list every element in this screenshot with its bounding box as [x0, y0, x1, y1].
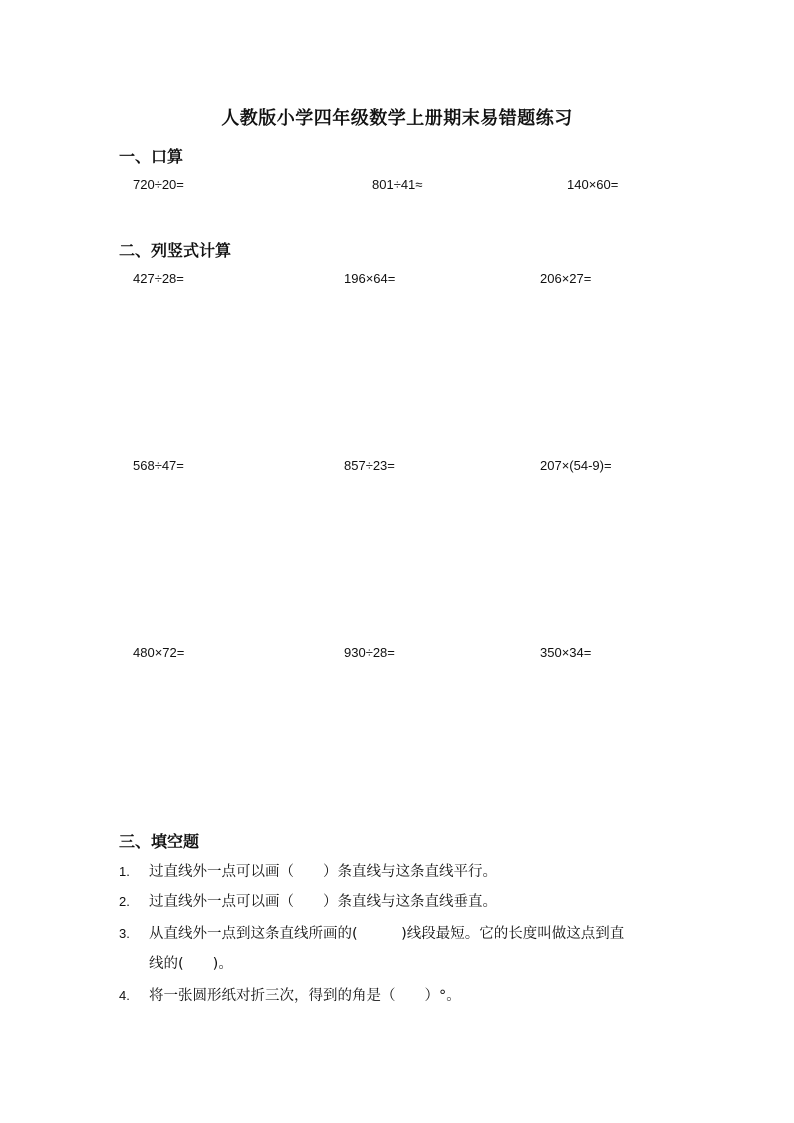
vertical-problem: 930÷28= [344, 645, 395, 660]
fill-item [119, 887, 699, 917]
fill-item [119, 919, 699, 979]
fill-item [119, 857, 699, 887]
vertical-problem: 350×34= [540, 645, 592, 660]
fill-item-number: 2. [119, 894, 130, 909]
vertical-problem: 568÷47= [133, 458, 184, 473]
oral-problem: 720÷20= [133, 177, 184, 192]
vertical-problem: 207×(54-9)= [540, 458, 612, 473]
fill-item [119, 981, 699, 1011]
fill-item-text: 从直线外一点到这条直线所画的( )线段最短。它的长度叫做这点到直 [149, 926, 625, 942]
vertical-problem: 206×27= [540, 271, 592, 286]
fill-item-number: 3. [119, 926, 130, 941]
section-heading-oral: 一、口算 [119, 147, 184, 166]
fill-item-text: 将一张圆形纸对折三次，得到的角是（ ）°。 [149, 988, 461, 1004]
oral-problem: 801÷41≈ [372, 177, 423, 192]
vertical-problem: 857÷23= [344, 458, 395, 473]
fill-item-text: 过直线外一点可以画（ ）条直线与这条直线垂直。 [149, 894, 497, 910]
page-title: 人教版小学四年级数学上册期末易错题练习 [221, 108, 573, 129]
section-heading-fill: 三、填空题 [119, 832, 200, 851]
oral-problem: 140×60= [567, 177, 619, 192]
fill-item-number: 1. [119, 864, 130, 879]
section-heading-vertical: 二、列竖式计算 [119, 241, 232, 260]
fill-item-number: 4. [119, 988, 130, 1003]
fill-item-text: 过直线外一点可以画（ ）条直线与这条直线平行。 [149, 864, 497, 880]
fill-item-continuation: 线的( )。 [149, 956, 233, 972]
vertical-problem: 427÷28= [133, 271, 184, 286]
vertical-problem: 196×64= [344, 271, 396, 286]
vertical-problem: 480×72= [133, 645, 185, 660]
